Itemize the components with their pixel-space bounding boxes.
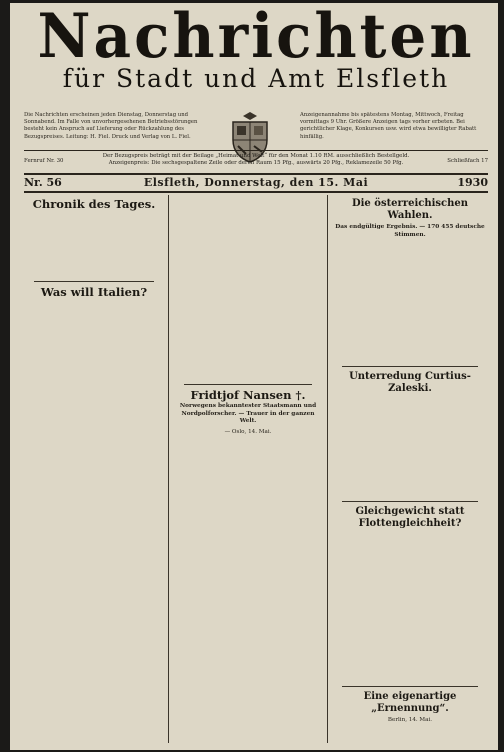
issue-number: Nr. 56 (24, 176, 62, 189)
issue-date: Elsfleth, Donnerstag, den 15. Mai (143, 176, 369, 189)
body-text (174, 195, 322, 380)
subscription-price: Der Bezugspreis beträgt mit der Beilage „Heimat und Welt“ für den Monat 1.10 RM. ausschließlich Bestellgeld. Anzeigenpreis: Die sechsgespaltene Zeile oder deren Raum 15 Pfg., auswärts 20 Pfg., Reklamezeile 50 Pfg. (102, 153, 410, 166)
headline-nansen: Fridtjof Nansen †. (190, 388, 306, 402)
divider (24, 191, 488, 193)
divider (34, 281, 154, 282)
headline-italien: Was will Italien? (40, 285, 148, 299)
body-text (332, 532, 488, 682)
column-divider (327, 195, 328, 743)
body-text (332, 242, 488, 362)
body-text (332, 397, 488, 497)
newspaper-subtitle: für Stadt und Amt Elsfleth (62, 64, 450, 93)
dateline-oslo: — Oslo, 14. Mai. (224, 428, 272, 435)
headline-ernennung: Eine eigenartige „Ernennung“. (363, 691, 457, 714)
issue-dateline (24, 175, 488, 191)
headline-chronik: Chronik des Tages. (32, 197, 156, 211)
body-text (24, 212, 164, 277)
dateline-berlin: Berlin, 14. Mai. (387, 717, 433, 723)
divider (184, 384, 312, 385)
masthead (24, 5, 488, 93)
headline-wahlen: Die österreichischen Wahlen. (351, 198, 469, 221)
column-1 (24, 195, 164, 743)
publication-info: Die Nachrichten erscheinen jeden Dienstag, Donnerstag und Sonnabend. Im Falle von unvorhergesehenen Betriebsstörungen besteht kein Anspruch auf Lieferung oder Rückzahlung des Bezugspreises. Leitung: H. Fiel. Druck und Verlag von L. Fiel. (24, 112, 198, 140)
column-2 (174, 195, 322, 743)
divider (342, 366, 478, 367)
divider (342, 686, 478, 687)
newspaper-page (10, 3, 498, 750)
subheadline-nansen: Norwegens bekanntester Staatsmann und Nordpolforscher. — Trauer in der ganzen Welt. (179, 403, 317, 424)
price-bar (24, 152, 488, 172)
column-3 (332, 195, 488, 743)
post-box: Schließfach 17 (447, 158, 488, 164)
divider (342, 501, 478, 502)
advertising-info: Anzeigenannahme bis spätestens Montag, Mittwoch, Freitag vormittags 9 Uhr. Größere Anzeigen tags vorher erbeten. Bei gerichtlicher Klage, Konkursen usw. wird etwa bewilligter Rabatt hinfällig. (300, 112, 477, 140)
column-divider (168, 195, 169, 743)
subheadline-wahlen: Das endgültige Ergebnis. — 170 455 deutsche Stimmen. (335, 224, 485, 238)
headline-flotte: Gleichgewicht statt Flottengleichheit? (355, 506, 465, 529)
phone-number: Fernruf Nr. 30 (24, 158, 64, 164)
newspaper-title: Nachrichten (37, 3, 475, 72)
headline-curtius: Unterredung Curtius-Zaleski. (349, 371, 471, 394)
issue-year: 1930 (457, 176, 488, 189)
divider (24, 150, 488, 151)
